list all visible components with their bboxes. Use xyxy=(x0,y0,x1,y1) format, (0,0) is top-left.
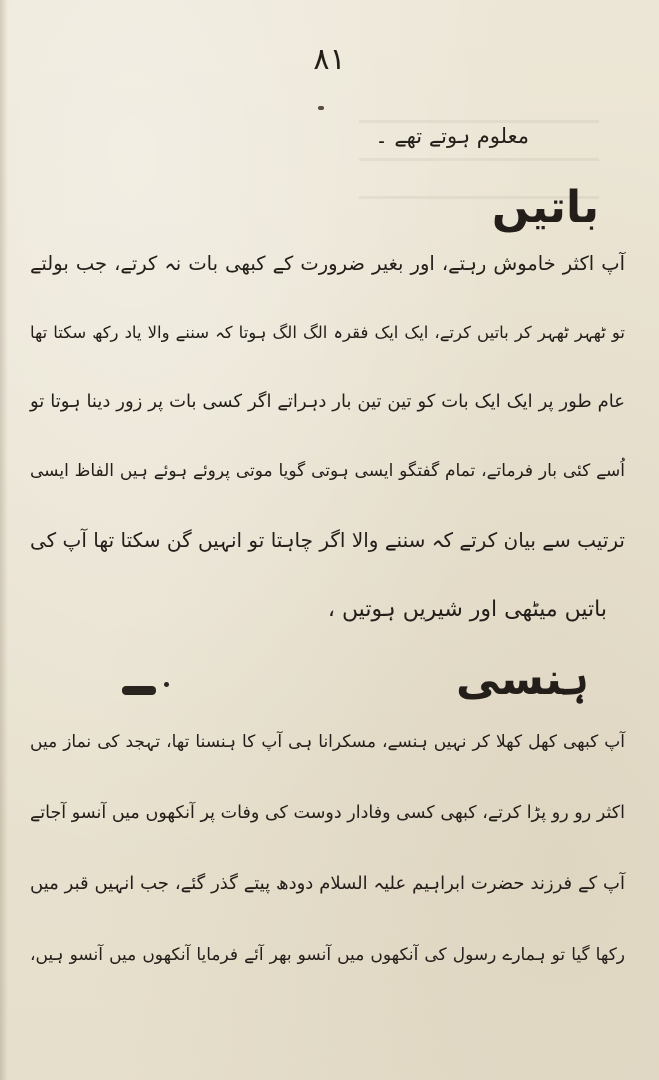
body-line: عام طور پر ایک ایک بات کو تین تین بار دہراتے اگر کسی بات پر زور دینا ہوتا تو xyxy=(30,391,625,412)
page-number: ۸۱ xyxy=(313,42,346,77)
body-line: آپ کبھی کھل کھلا کر نہیں ہنسے، مسکرانا ہی آپ کا ہنسنا تھا، تہجد کی نماز میں xyxy=(30,732,625,752)
section-heading-baatein: باتیں xyxy=(491,182,599,233)
section-heading-hansi: ہنسی xyxy=(455,654,589,705)
heading-dash-ornament xyxy=(122,686,156,695)
page-binding-shadow xyxy=(0,0,8,1080)
body-line: اُسے کئی بار فرماتے، تمام گفتگو ایسی ہوتی گویا موتی پروئے ہوئے ہیں الفاظ ایسی xyxy=(30,461,625,481)
body-line: رکھا گیا تو ہمارے رسول کی آنکھوں میں آنسو بھر آئے فرمایا آنکھوں میں آنسو ہیں، xyxy=(30,945,625,965)
body-line: آپ اکثر خاموش رہتے، اور بغیر ضرورت کے کبھی بات نہ کرتے، جب بولتے xyxy=(30,252,625,275)
body-line: تو ٹھہر ٹھہر کر باتیں کرتے، ایک ایک فقرہ الگ الگ ہوتا کہ سننے والا یاد رکھ سکتا تھا xyxy=(30,323,625,342)
body-line: ترتیب سے بیان کرتے کہ سننے والا اگر چاہتا تو انہیں گن سکتا تھا آپ کی xyxy=(30,528,625,552)
heading-dot-ornament xyxy=(164,682,169,687)
intro-line: معلوم ہوتے تھے ۔ xyxy=(375,124,529,148)
body-line-last: باتیں میٹھی اور شیریں ہوتیں ، xyxy=(327,597,607,622)
body-line: آپ کے فرزند حضرت ابراہیم علیہ السلام دودھ پیتے گذر گئے، جب انہیں قبر میں xyxy=(30,873,625,894)
body-line: اکثر رو رو پڑا کرتے، کبھی کسی وفادار دوست کی وفات پر آنکھوں میں آنسو آجاتے xyxy=(30,803,625,823)
ink-speck xyxy=(318,106,324,110)
